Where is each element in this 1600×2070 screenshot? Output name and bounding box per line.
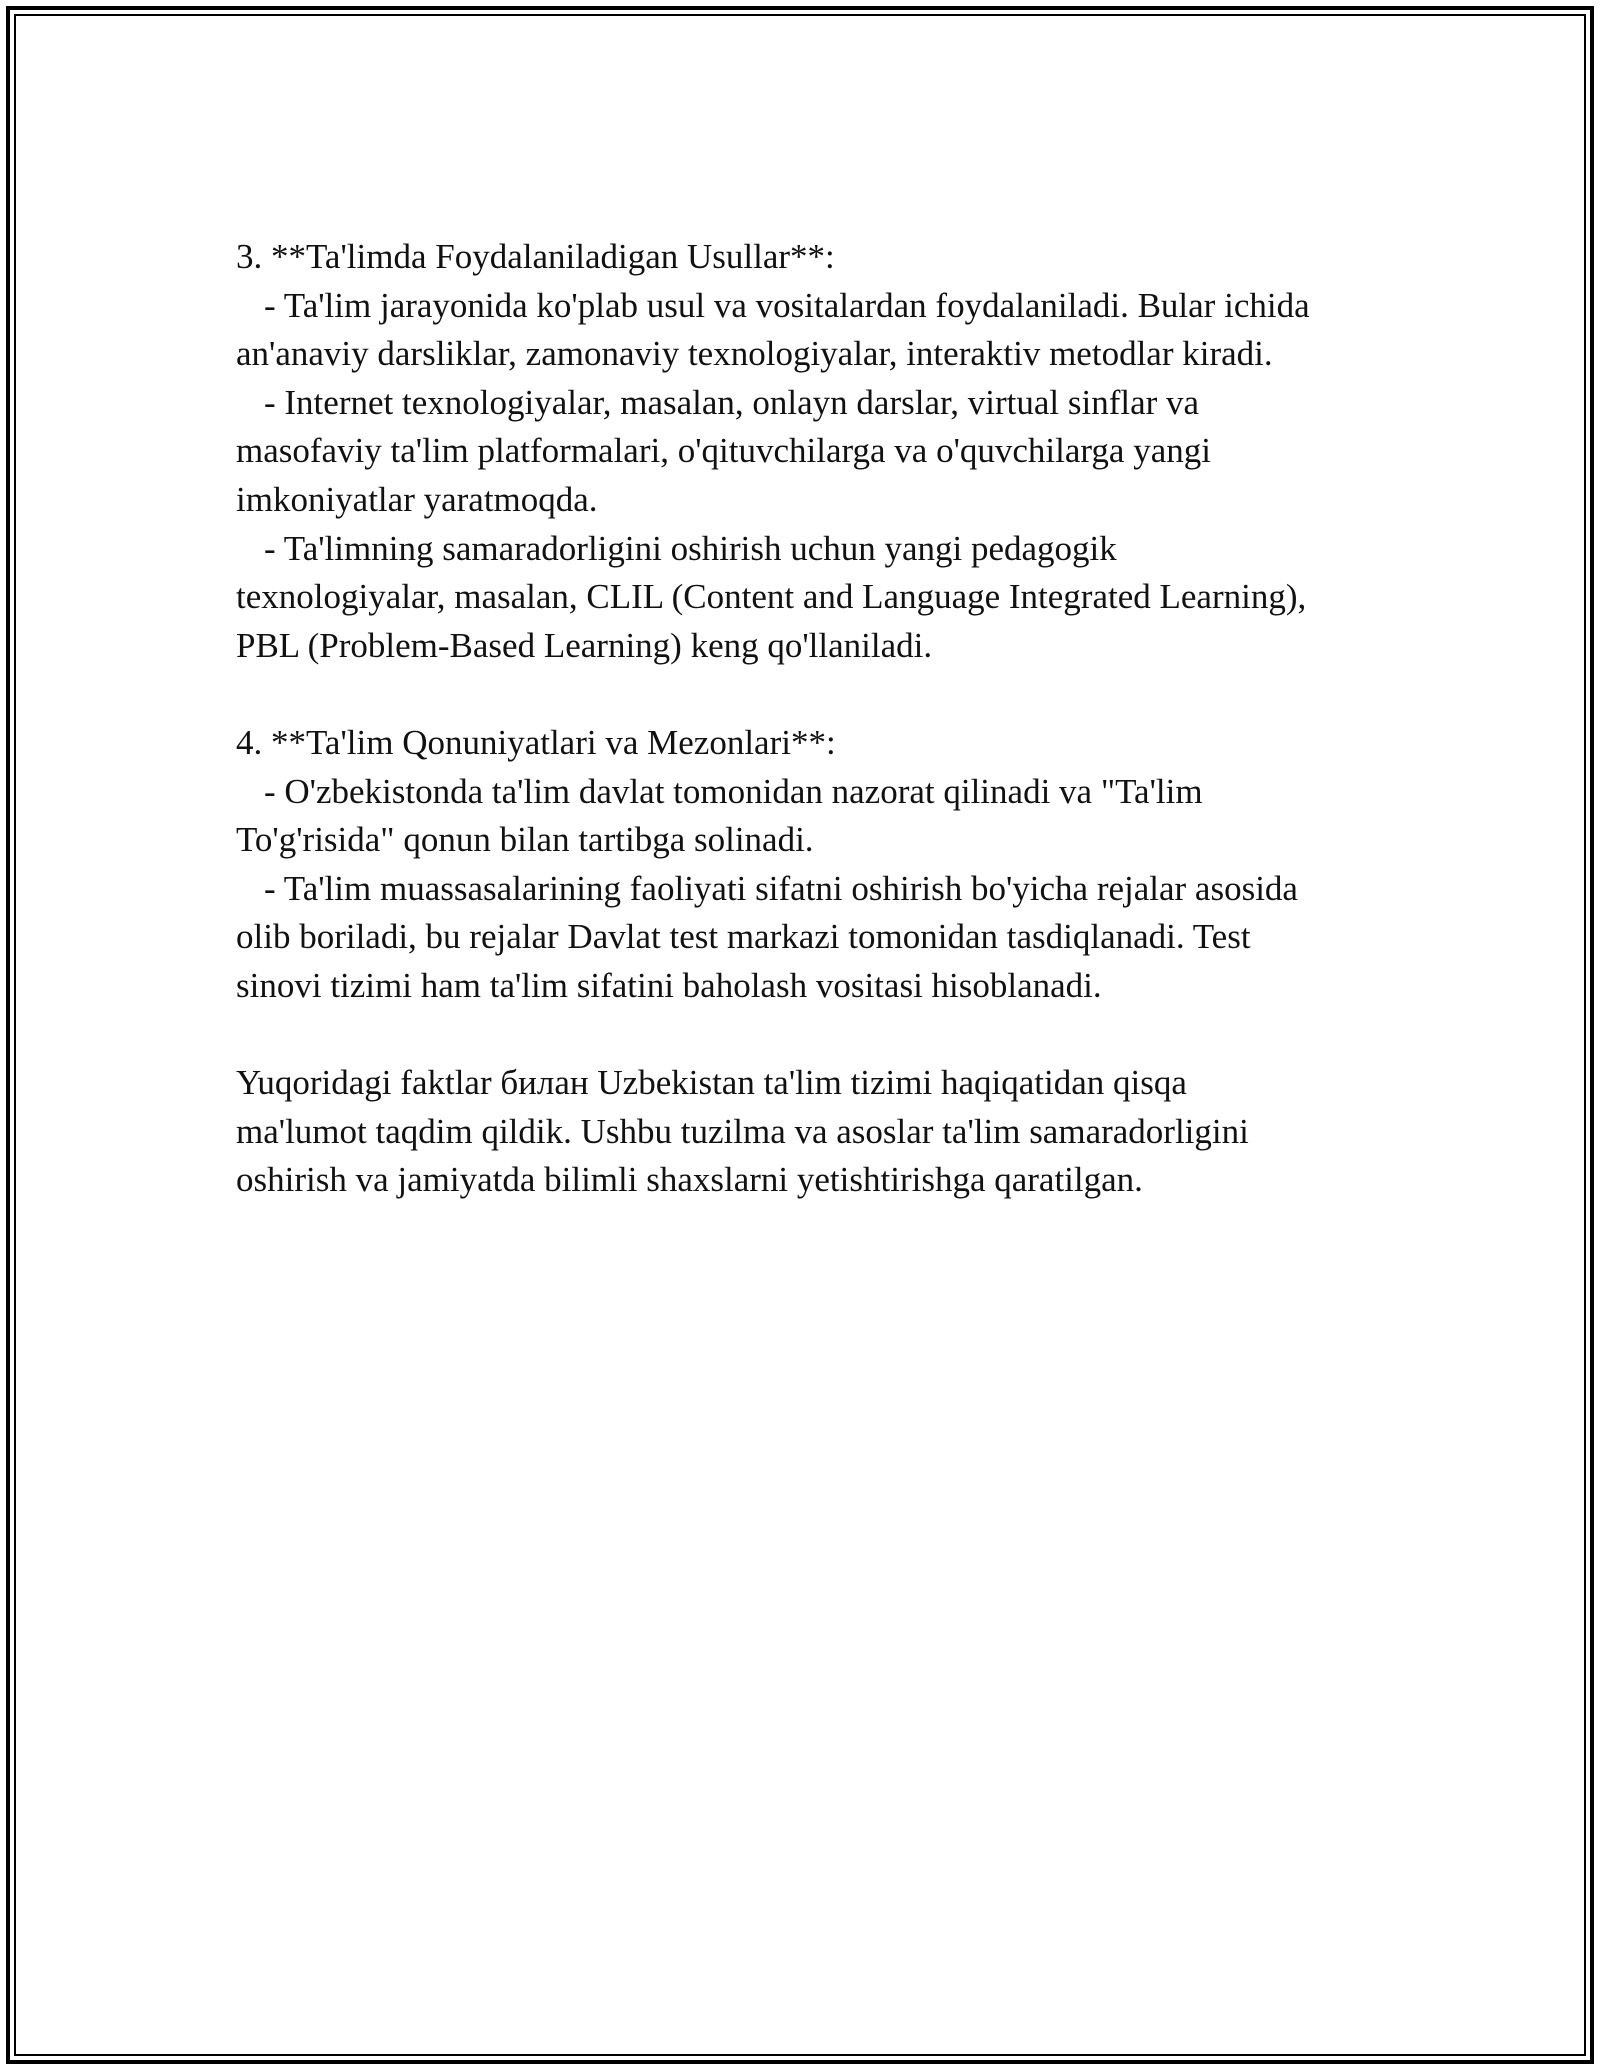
section-4-heading: 4. **Ta'lim Qonuniyatlari va Mezonlari**: — [236, 722, 836, 762]
section-3-item-2-line-3: imkoniyatlar yaratmoqda. — [236, 479, 598, 519]
section-3-item-2 — [236, 379, 1416, 525]
conclusion-line-2: ma'lumot taqdim qildik. Ushbu tuzilma va asoslar ta'lim samaradorligini — [236, 1111, 1249, 1151]
document-body — [236, 233, 1416, 1205]
section-4-item-1-line-1: - O'zbekistonda ta'lim davlat tomonidan nazorat qilinadi va "Ta'lim — [264, 771, 1203, 811]
section-3-item-2-line-1: - Internet texnologiyalar, masalan, onlayn darslar, virtual sinflar va — [264, 382, 1200, 422]
section-3 — [236, 233, 1416, 670]
section-3-item-3-line-2: texnologiyalar, masalan, CLIL (Content and Language Integrated Learning), — [236, 577, 1307, 617]
conclusion-line-3: oshirish va jamiyatda bilimli shaxslarni yetishtirishga qaratilgan. — [236, 1160, 1143, 1200]
section-3-item-3-line-3: PBL (Problem-Based Learning) keng qo'llaniladi. — [236, 625, 933, 665]
section-3-item-2-line-2: masofaviy ta'lim platformalari, o'qituvchilarga va o'quvchilarga yangi — [236, 431, 1211, 471]
section-4-item-1-line-2: To'g'risida" qonun bilan tartibga solinadi. — [236, 820, 814, 860]
section-4-item-2-line-1: - Ta'lim muassasalarining faoliyati sifatni oshirish bo'yicha rejalar asosida — [264, 868, 1298, 908]
section-4-item-2-line-2: olib boriladi, bu rejalar Davlat test markazi tomonidan tasdiqlanadi. Test — [236, 917, 1251, 957]
section-3-item-3-line-1: - Ta'limning samaradorligini oshirish uchun yangi pedagogik — [264, 528, 1117, 568]
section-3-item-1-line-1: - Ta'lim jarayonida ko'plab usul va vositalardan foydalaniladi. Bular ichida — [264, 285, 1310, 325]
section-3-item-1-line-2: an'anaviy darsliklar, zamonaviy texnologiyalar, interaktiv metodlar kiradi. — [236, 334, 1273, 374]
section-4-item-1 — [236, 768, 1416, 865]
section-4 — [236, 719, 1416, 1011]
section-4-item-2-line-3: sinovi tizimi ham ta'lim sifatini baholash vositasi hisoblanadi. — [236, 965, 1102, 1005]
section-3-item-3 — [236, 525, 1416, 671]
section-3-item-1 — [236, 282, 1416, 379]
section-4-item-2 — [236, 865, 1416, 1011]
paragraph-gap — [236, 1011, 1416, 1060]
conclusion-line-1: Yuqoridagi faktlar билан Uzbekistan ta'lim tizimi haqiqatidan qisqa — [236, 1063, 1187, 1103]
conclusion-paragraph — [236, 1059, 1416, 1205]
section-3-heading: 3. **Ta'limda Foydalaniladigan Usullar**: — [236, 237, 835, 276]
paragraph-gap — [236, 670, 1416, 719]
